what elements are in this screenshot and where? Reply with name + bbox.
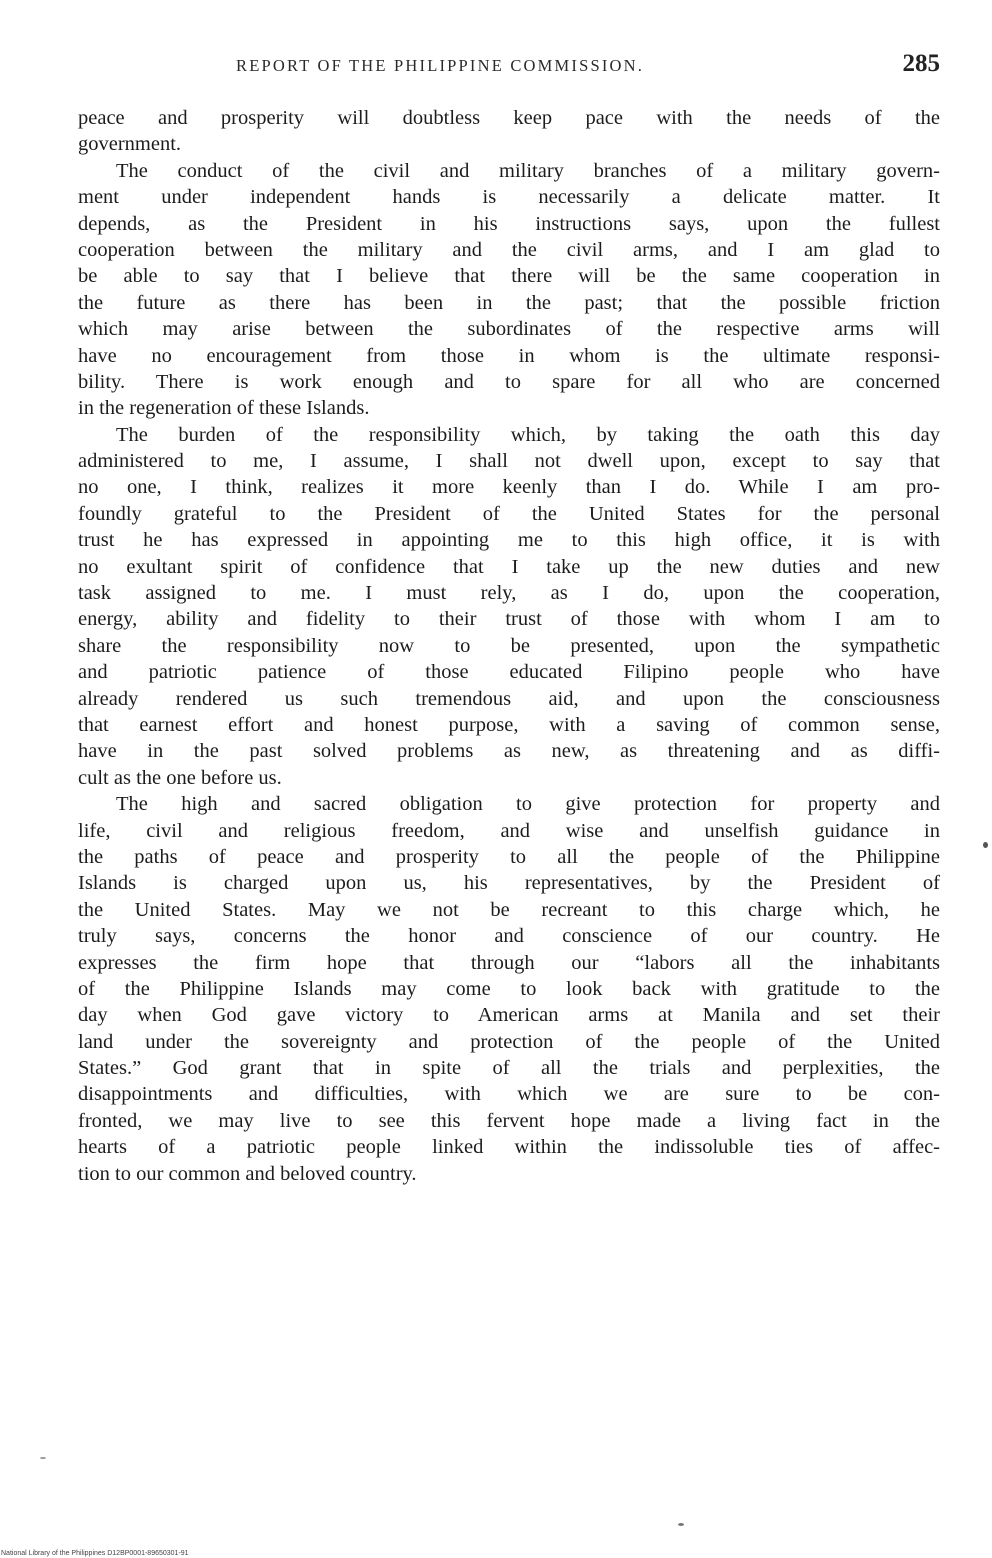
text-line: energy, ability and fidelity to their trust of those with whom I am to xyxy=(78,608,940,631)
paragraph-first-line: The burden of the responsibility which, by taking the oath this day xyxy=(116,423,940,446)
text-line: day when God gave victory to American arms at Manila and set their xyxy=(78,1004,940,1027)
text-line: ment under independent hands is necessarily a delicate matter. It xyxy=(78,186,940,209)
text-line: disappointments and difficulties, with which we are sure to be con- xyxy=(78,1083,940,1106)
text-line: have in the past solved problems as new, as threatening and as diffi- xyxy=(78,740,940,763)
text-line: task assigned to me. I must rely, as I do, upon the cooperation, xyxy=(78,582,940,605)
text-line: administered to me, I assume, I shall not dwell upon, except to say that xyxy=(78,450,940,473)
scan-speck xyxy=(678,1523,684,1526)
text-line: foundly grateful to the President of the United States for the personal xyxy=(78,502,940,525)
text-line: cooperation between the military and the civil arms, and I am glad to xyxy=(78,238,940,261)
text-line: be able to say that I believe that there will be the same cooperation in xyxy=(78,265,940,288)
text-line: the future as there has been in the past; that the possible friction xyxy=(78,291,940,314)
running-head: REPORT OF THE PHILIPPINE COMMISSION. xyxy=(236,56,645,75)
text-line: peace and prosperity will doubtless keep pace with the needs of the xyxy=(78,107,940,129)
text-line: already rendered us such tremendous aid, and upon the consciousness xyxy=(78,687,940,710)
text-line: cult as the one before us. xyxy=(78,766,282,789)
body-text xyxy=(78,105,940,1187)
paragraph-first-line: The conduct of the civil and military branches of a military govern- xyxy=(116,159,940,182)
text-line: land under the sovereignty and protection of the people of the United xyxy=(78,1030,940,1053)
scan-speck xyxy=(983,842,988,848)
text-line: no exultant spirit of confidence that I take up the new duties and new xyxy=(78,555,940,578)
text-line: Islands is charged upon us, his representatives, by the President of xyxy=(78,872,940,895)
text-line: which may arise between the subordinates of the respective arms will xyxy=(78,318,940,341)
text-line: tion to our common and beloved country. xyxy=(78,1162,417,1185)
text-line: in the regeneration of these Islands. xyxy=(78,397,370,420)
text-line: and patriotic patience of those educated Filipino people who have xyxy=(78,661,940,684)
page-header xyxy=(78,50,940,86)
text-line: that earnest effort and honest purpose, with a saving of common sense, xyxy=(78,713,940,736)
text-line: share the responsibility now to be presented, upon the sympathetic xyxy=(78,634,940,657)
text-line: depends, as the President in his instructions says, upon the fullest xyxy=(78,212,940,235)
text-line: government. xyxy=(78,133,182,156)
text-line: fronted, we may live to see this fervent hope made a living fact in the xyxy=(78,1109,940,1132)
text-line: the United States. May we not be recreant to this charge which, he xyxy=(78,898,940,921)
text-line: no one, I think, realizes it more keenly than I do. While I am pro- xyxy=(78,476,940,499)
text-line: expresses the firm hope that through our “labors all the inhabitants xyxy=(78,951,940,974)
text-line: trust he has expressed in appointing me to this high office, it is with xyxy=(78,529,940,552)
scan-speck xyxy=(40,1457,46,1459)
page-number: 285 xyxy=(902,50,940,77)
text-line: truly says, concerns the honor and conscience of our country. He xyxy=(78,925,940,948)
text-line: the paths of peace and prosperity to all the people of the Philippine xyxy=(78,845,940,868)
text-line: of the Philippine Islands may come to look back with gratitude to the xyxy=(78,977,940,1000)
text-line: life, civil and religious freedom, and wise and unselfish guidance in xyxy=(78,819,940,842)
paragraph-first-line: The high and sacred obligation to give protection for property and xyxy=(116,793,940,816)
text-line: hearts of a patriotic people linked within the indissoluble ties of affec- xyxy=(78,1136,940,1159)
text-line: have no encouragement from those in whom is the ultimate responsi- xyxy=(78,344,940,367)
text-line: States.” God grant that in spite of all the trials and perplexities, the xyxy=(78,1057,940,1080)
scan-footer: National Library of the Philippines D12BP0001-89650301-91 xyxy=(1,1550,189,1557)
text-line: bility. There is work enough and to spare for all who are concerned xyxy=(78,370,940,393)
